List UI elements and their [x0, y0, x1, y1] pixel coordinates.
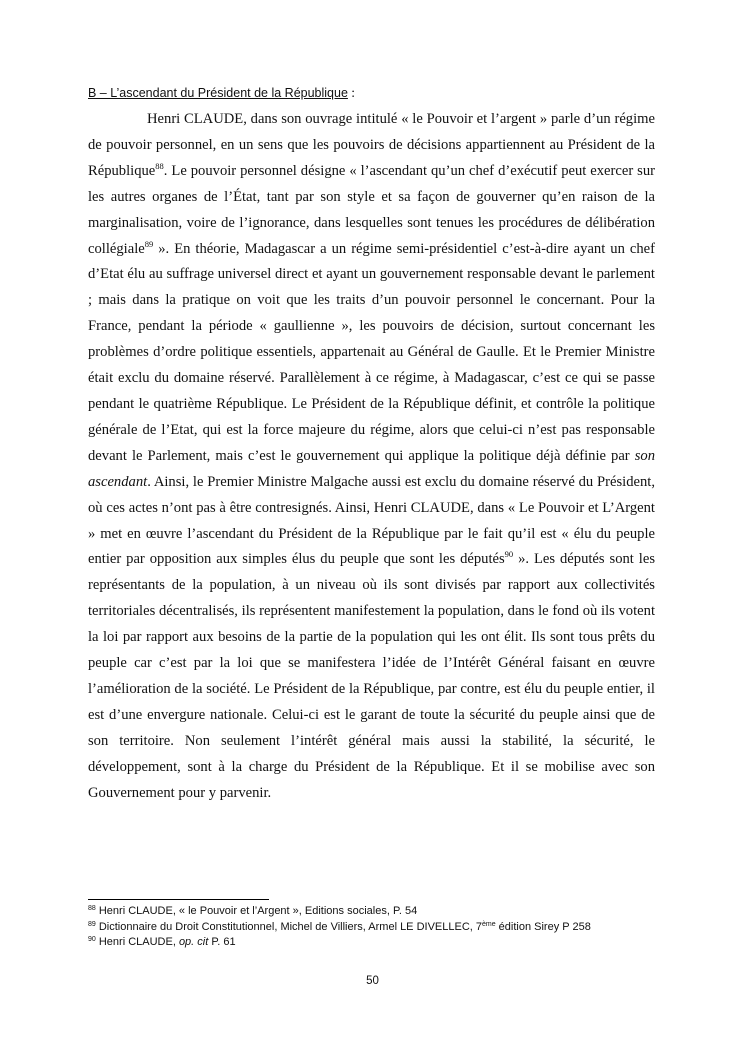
footnote-number: 88: [88, 905, 96, 912]
footnote-text: Henri CLAUDE, « le Pouvoir et l’Argent », Editions sociales, P. 54: [98, 905, 418, 917]
footnote-superscript: ème: [482, 920, 496, 928]
paragraph-segment: Henri CLAUDE, dans son ouvrage intitulé « le Pouvoir et l’argent » parle d’un régime de pouvoir personnel, en un sens que les pouvoirs de décisions appartiennent au Président de la République: [88, 111, 655, 179]
footnote-90: [88, 935, 655, 951]
footnote-number: 89: [88, 920, 96, 928]
footnote-number: 90: [88, 936, 96, 944]
footnote-italic: op. cit: [178, 936, 209, 949]
footnote-separator: [88, 899, 269, 900]
section-title: B – L’ascendant du Président de la République: [88, 86, 348, 100]
footnotes: [88, 904, 655, 951]
paragraph-segment: . Ainsi, le Premier Ministre Malgache aussi est exclu du domaine réservé du Président, où ces actes n’ont pas à être contresignés. Ainsi, Henri CLAUDE, dans « Le Pouvoir et L’Argent » met en œuvre l’ascendant du Président de la République par le fait qu’il est « élu du peuple entier par opposition aux simples élus du peuple que sont les députés: [88, 473, 655, 568]
paragraph-segment: ». Les députés sont les représentants de la population, à un niveau où ils sont divisés par rapport aux collectivités territoriales décentralisés, ils représentent manifestement la population, dans le fond où ils votent la loi par rapport aux besoins de la partie de la population qui les ont élit. Ils sont tous prêts du peuple car c’est par la loi que se manifestera l’idée de l’Intérêt Général faisant en œuvre l’amélioration de la société. Le Président de la République, par contre, est élu du peuple entier, il est d’une envergure nationale. Celui-ci est le garant de toute la sécurité du peuple ainsi que de son territoire. Non seulement l’intérêt général mais aussi la stabilité, la sécurité, le développement, sont à la charge du Président de la République. Et il se mobilise avec son Gouvernement pour y parvenir.: [88, 551, 655, 801]
body-text: [88, 107, 655, 806]
main-paragraph: [88, 107, 655, 806]
footnote-ref-89: 89: [144, 238, 154, 249]
paragraph-segment: ». En théorie, Madagascar a un régime semi-présidentiel c’est-à-dire ayant un chef d’Etat élu au suffrage universel direct et ayant un gouvernement responsable devant le parlement ; mais dans la pratique on voit que les traits d’un pouvoir personnel le concernant. Pour la France, pendant la période « gaullienne », les pouvoirs de décision, surtout concernant les problèmes d’ordre politique essentiels, appartenait au Général de Gaulle. Et le Premier Ministre était exclu du domaine réservé. Parallèlement à ce régime, à Madagascar, c’est ce qui se passe pendant le quatrième République. Le Président de la République définit, et contrôle la politique générale de l’Etat, qui est la force majeure du régime, alors que celui-ci n’est pas responsable devant le Parlement, mais c’est le gouvernement qui applique la politique déjà définie par: [88, 240, 655, 464]
footnote-text: P. 61: [208, 936, 236, 949]
italic-phrase: son ascendant: [88, 447, 655, 490]
section-heading: [88, 85, 355, 101]
footnote-ref-90: 90: [504, 549, 514, 560]
paragraph-segment: . Le pouvoir personnel désigne « l’ascendant qu’un chef d’exécutif peut exercer sur les autres organes de l’État, tant par son style et sa façon de gouverner qu’en raison de la marginalisation, voire de l’ignorance, dans lesquelles sont tenues les procédures de délibération collégiale: [88, 162, 655, 257]
footnote-88: [88, 904, 655, 920]
page-number: 50: [366, 975, 379, 987]
footnote-ref-88: 88: [155, 160, 164, 171]
footnote-89: [88, 920, 655, 936]
footnote-text: édition Sirey P 258: [495, 920, 591, 933]
footnote-text: Dictionnaire du Droit Constitutionnel, Michel de Villiers, Armel LE DIVELLEC, 7: [98, 920, 482, 933]
footnote-text: Henri CLAUDE,: [98, 936, 179, 949]
section-title-colon: :: [347, 85, 356, 100]
